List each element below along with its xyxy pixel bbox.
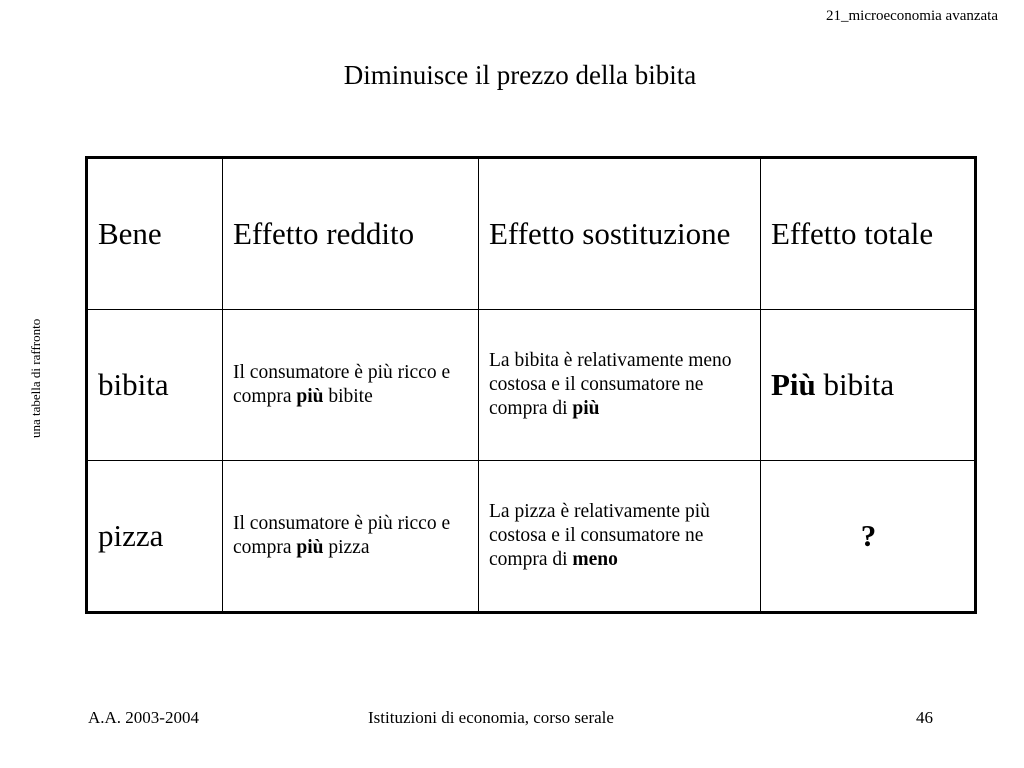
table-header-row: [87, 158, 976, 310]
substitution-effect-cell: [479, 310, 761, 461]
cell-tail-text: bibita: [815, 366, 895, 402]
good-cell: pizza: [87, 461, 223, 613]
cell-bold-text: più: [296, 537, 324, 558]
good-cell: bibita: [87, 310, 223, 461]
cell-text: La bibita è relativamente meno costosa e il consumatore ne compra di: [489, 349, 732, 420]
substitution-effect-cell: [479, 461, 761, 613]
cell-bold-text: meno: [572, 549, 618, 571]
cell-text: La pizza è relativamente più costosa e il consumatore ne compra di: [489, 500, 710, 571]
cell-text: Il consumatore è più ricco e compra: [233, 512, 451, 558]
cell-tail-text: pizza: [323, 537, 370, 558]
header-cell-good: Bene: [87, 158, 223, 310]
header-cell-total-effect: Effetto totale: [761, 158, 976, 310]
table-row: [87, 310, 976, 461]
footer-academic-year: A.A. 2003-2004: [88, 708, 199, 727]
comparison-table: [85, 156, 977, 614]
income-effect-cell: [223, 461, 479, 613]
income-effect-cell: [223, 310, 479, 461]
header-cell-income-effect: Effetto reddito: [223, 158, 479, 310]
cell-tail-text: bibite: [323, 386, 373, 407]
cell-text: Il consumatore è più ricco e compra: [233, 361, 451, 407]
cell-bold-text: più: [296, 386, 324, 407]
question-mark: ?: [860, 517, 877, 553]
table-row: [87, 461, 976, 613]
footer-course-name: Istituzioni di economia, corso serale: [368, 708, 614, 727]
side-label: una tabella di raffronto: [28, 318, 43, 438]
cell-bold-text: più: [572, 398, 600, 420]
total-effect-cell: [761, 310, 976, 461]
header-cell-substitution-effect: Effetto sostituzione: [479, 158, 761, 310]
cell-bold-text: Più: [771, 366, 816, 402]
slide-title: Diminuisce il prezzo della bibita: [343, 60, 697, 90]
course-header: 21_microeconomia avanzata: [825, 8, 998, 24]
total-effect-cell: [761, 461, 976, 613]
page-number: 46: [916, 708, 933, 727]
